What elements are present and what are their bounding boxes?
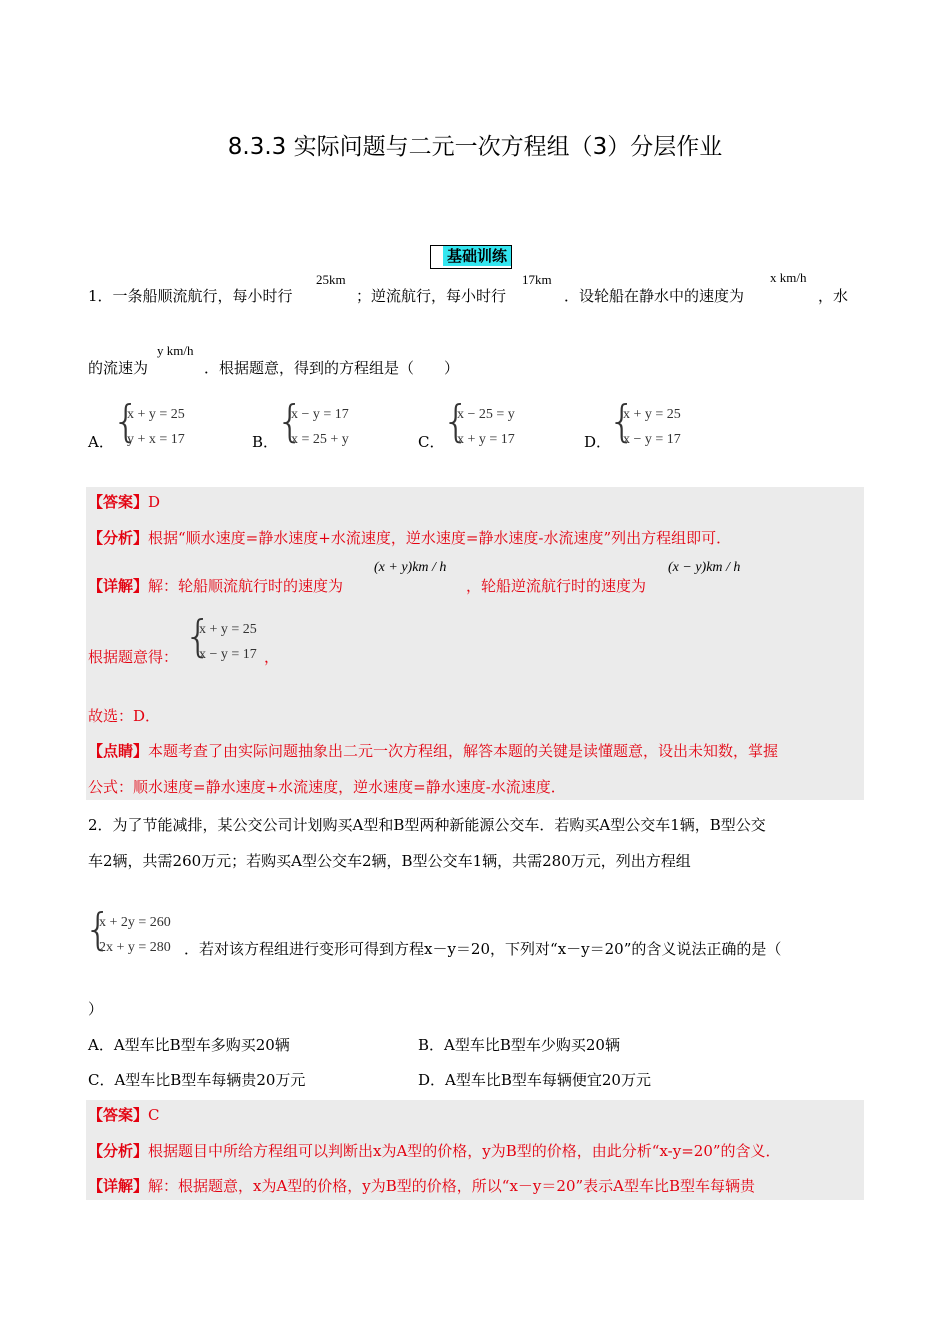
- equation: y + x = 17: [127, 432, 185, 447]
- section-tag: [430, 245, 512, 269]
- equation: 2x + y = 280: [99, 940, 171, 955]
- q1-option-d-system: [623, 402, 681, 452]
- q1-option-c-label: C．: [418, 433, 445, 451]
- equation: x + y = 25: [127, 407, 185, 422]
- q2-detail: [88, 1175, 755, 1197]
- q2-analysis: [88, 1140, 781, 1162]
- answer-label: 【答案】: [88, 493, 149, 511]
- q2-line4: ）: [88, 1000, 104, 1018]
- q1-line1-a: 1．一条船顺流航行，每小时行: [88, 287, 293, 305]
- equation: x − 25 = y: [457, 407, 515, 422]
- q1-option-d-label: D．: [584, 433, 612, 451]
- q2-line1: 2．为了节能减排，某公交公司计划购买A型和B型两种新能源公交车．若购买A型公交车1辆，B型公交: [88, 816, 766, 834]
- q1-line1-b: ；逆流航行，每小时行: [356, 287, 507, 305]
- q1-detail2-b: ，: [264, 648, 280, 666]
- q1-detail-sup2: (x − y)km / h: [668, 560, 741, 575]
- q1-detail2-a: 根据题意得：: [88, 648, 179, 666]
- page-title: 8.3.3 实际问题与二元一次方程组（3）分层作业: [227, 134, 723, 160]
- answer-label: 【答案】: [88, 1106, 149, 1124]
- brace-icon: {: [276, 396, 304, 447]
- q1-sup2: 17km: [522, 272, 552, 287]
- answer-value: D: [148, 493, 161, 511]
- equation: x + y = 25: [199, 622, 257, 637]
- brace-icon: {: [184, 611, 212, 662]
- q1-sup3: x km/h: [770, 270, 807, 285]
- q2-system: [99, 910, 171, 960]
- q2-line2: 车2辆，共需260万元；若购买A型公交车2辆，B型公交车1辆，共需280万元，列出方程组: [88, 852, 691, 870]
- q2-option-c: C．A型车比B型车每辆贵20万元: [88, 1071, 306, 1089]
- brace-icon: {: [608, 396, 636, 447]
- q1-detail: [88, 575, 343, 597]
- equation: x − y = 17: [291, 407, 349, 422]
- equation: x − y = 17: [199, 647, 257, 662]
- tip-text-1: 本题考查了由实际问题抽象出二元一次方程组，解答本题的关键是读懂题意，设出未知数，掌握: [148, 742, 779, 760]
- brace-icon: {: [112, 396, 140, 447]
- q1-option-b-system: [291, 402, 349, 452]
- q1-line1-c: ．设轮船在静水中的速度为: [564, 287, 745, 305]
- analysis-label: 【分析】: [88, 529, 149, 547]
- q1-detail-sup1: (x + y)km / h: [374, 560, 447, 575]
- q1-line1-d: ，水: [818, 287, 849, 305]
- q2-option-b: B．A型车比B型车少购买20辆: [418, 1036, 620, 1054]
- section-tag-box: [431, 246, 443, 266]
- q2-answer: [88, 1104, 160, 1126]
- equation: x + 2y = 260: [99, 915, 171, 930]
- section-label: 基础训练: [443, 246, 511, 266]
- q1-line2-b: ．根据题意，得到的方程组是（ ）: [204, 359, 460, 377]
- answer-value: C: [148, 1106, 160, 1124]
- q2-line3: ．若对该方程组进行变形可得到方程x－y＝20，下列对“x－y＝20”的含义说法正确的是（: [184, 940, 782, 958]
- q1-analysis: [88, 527, 731, 549]
- analysis-text: 根据“顺水速度=静水速度+水流速度，逆水速度=静水速度-水流速度”列出方程组即可．: [148, 529, 732, 547]
- brace-icon: {: [442, 396, 470, 447]
- q1-line2-a: 的流速为: [88, 359, 149, 377]
- q1-choose: 故选：D．: [88, 707, 161, 725]
- q1-option-c-system: [457, 402, 515, 452]
- detail-label: 【详解】: [88, 577, 149, 595]
- q1-tip-2: 公式：顺水速度=静水速度+水流速度，逆水速度=静水速度-水流速度．: [88, 778, 566, 796]
- tip-label: 【点睛】: [88, 742, 149, 760]
- detail-text-a: 解：轮船顺流航行时的速度为: [148, 577, 344, 595]
- q1-detail-text-b: ，轮船逆流航行时的速度为: [466, 577, 647, 595]
- brace-icon: {: [84, 904, 112, 955]
- q2-option-d: D．A型车比B型车每辆便宜20万元: [418, 1071, 651, 1089]
- q2-option-a: A．A型车比B型车多购买20辆: [88, 1036, 290, 1054]
- q1-sup4: y km/h: [157, 343, 194, 358]
- analysis-label: 【分析】: [88, 1142, 149, 1160]
- q1-option-b-label: B．: [252, 433, 279, 451]
- equation: x + y = 25: [623, 407, 681, 422]
- detail-text: 解：根据题意，x为A型的价格，y为B型的价格，所以“x－y＝20”表示A型车比B型车每辆贵: [148, 1177, 756, 1195]
- analysis-text: 根据题目中所给方程组可以判断出x为A型的价格，y为B型的价格，由此分析“x-y=20”的含义．: [148, 1142, 781, 1160]
- equation: x + y = 17: [457, 432, 515, 447]
- q1-option-a-label: A．: [88, 433, 114, 451]
- q1-tip: [88, 740, 778, 762]
- equation: x = 25 + y: [291, 432, 349, 447]
- q1-detail2-system: [199, 617, 257, 667]
- q1-sup1: 25km: [316, 272, 346, 287]
- q1-answer: [88, 491, 160, 513]
- equation: x − y = 17: [623, 432, 681, 447]
- q1-option-a-system: [127, 402, 185, 452]
- detail-label: 【详解】: [88, 1177, 149, 1195]
